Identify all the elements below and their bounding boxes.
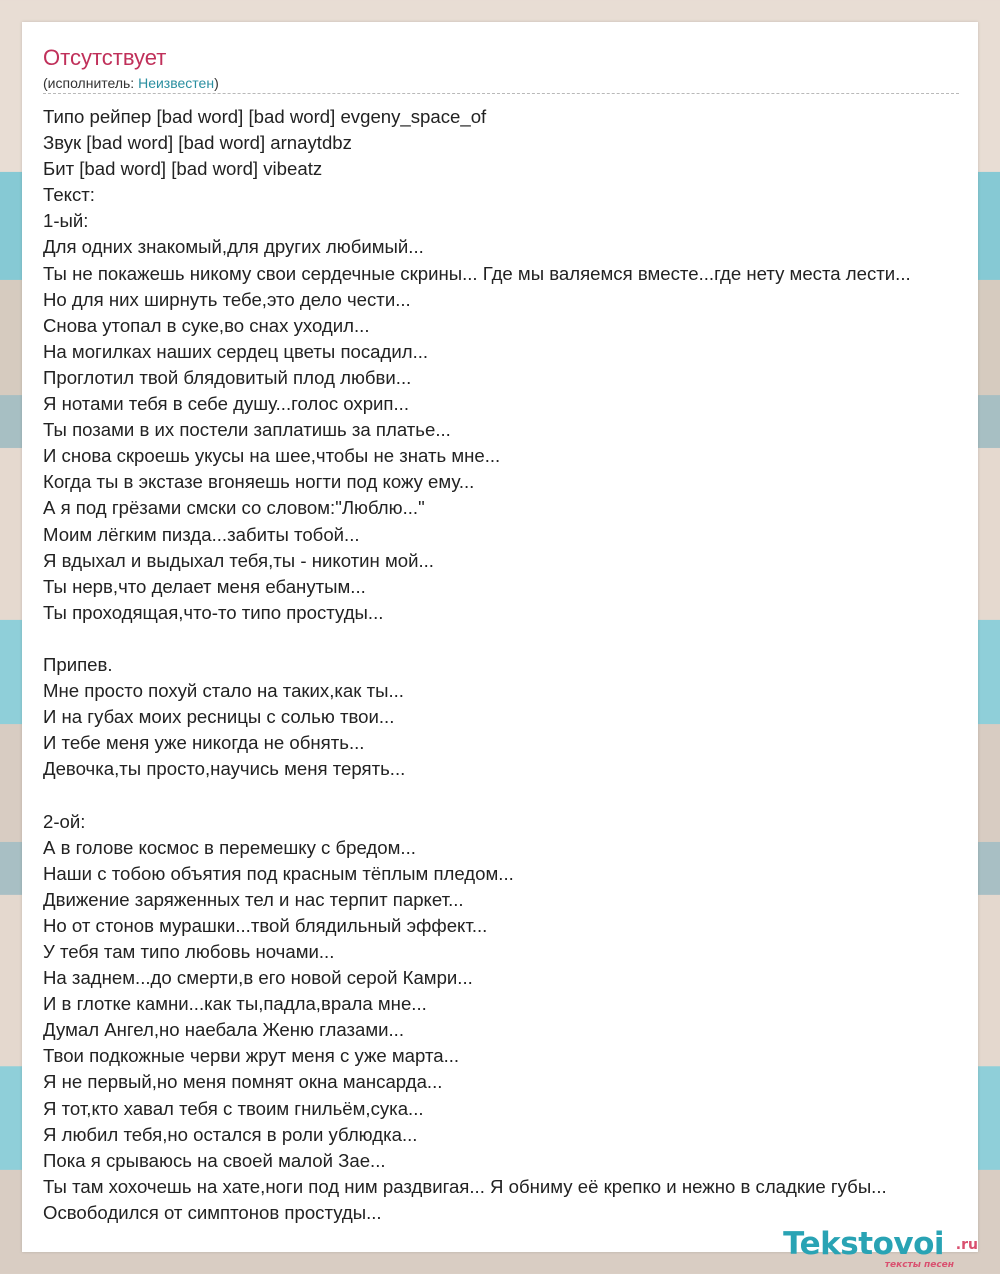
lyric-line: Я вдыхал и выдыхал тебя,ты - никотин мой... — [43, 549, 434, 571]
lyric-line: Бит [bad word] [bad word] vibeatz — [43, 158, 323, 180]
lyric-line: На заднем...до смерти,в его новой серой Камри... — [43, 967, 473, 989]
lyric-line: Припев. — [43, 653, 113, 675]
lyric-line: На могилках наших сердец цветы посадил... — [43, 340, 429, 362]
artist-link[interactable]: Неизвестен — [138, 75, 215, 91]
lyric-line: Наши с тобою объятия под красным тёплым пледом... — [43, 862, 514, 884]
lyric-line: Девочка,ты просто,научись меня терять... — [43, 758, 406, 780]
logo-name: Tekstovoi — [783, 1226, 944, 1262]
lyrics-text — [43, 104, 1000, 1226]
lyric-line: А я под грёзами смски со словом:"Люблю..." — [43, 497, 425, 519]
blank-line — [43, 782, 1000, 808]
lyric-line: Я не первый,но меня помнят окна мансарда... — [43, 1071, 443, 1093]
lyric-line: Я нотами тебя в себе душу...голос охрип... — [43, 393, 409, 415]
lyric-line: Проглотил твой блядовитый плод любви... — [43, 366, 412, 388]
divider — [43, 93, 959, 94]
lyric-line: Движение заряженных тел и нас терпит паркет... — [43, 888, 464, 910]
lyric-line: 2-ой: — [43, 810, 86, 832]
blank-line — [43, 626, 1000, 652]
lyric-line: Пока я срываюсь на своей малой Зае... — [43, 1149, 386, 1171]
lyric-line: Ты нерв,что делает меня ебанутым... — [43, 575, 366, 597]
song-title: Отсутствует — [43, 45, 167, 70]
lyric-line: И в глотке камни...как ты,падла,врала мне... — [43, 993, 427, 1015]
lyric-line: Снова утопал в суке,во снах уходил... — [43, 314, 370, 336]
lyric-line: Когда ты в экстазе вгоняешь ногти под кожу ему... — [43, 471, 475, 493]
lyric-line: 1-ый: — [43, 210, 89, 232]
lyric-line: Моим лёгким пизда...забиты тобой... — [43, 523, 360, 545]
logo-tld: .ru — [955, 1237, 978, 1253]
lyric-line: Твои подкожные черви жрут меня с уже марта... — [43, 1045, 460, 1067]
lyric-line: Думал Ангел,но наебала Женю глазами... — [43, 1019, 404, 1041]
lyric-line: Типо рейпер [bad word] [bad word] evgeny_space_of — [43, 106, 487, 127]
lyric-line: Для одних знакомый,для других любимый... — [43, 236, 424, 258]
lyric-line: И на губах моих ресницы с солью твои... — [43, 706, 395, 728]
lyric-line: Я любил тебя,но остался в роли ублюдка... — [43, 1123, 418, 1145]
lyric-line: Ты не покажешь никому свои сердечные скрины... Где мы валяемся вместе...где нету места лести... — [43, 262, 911, 284]
artist-suffix: ) — [214, 75, 219, 91]
lyric-line: Ты там хохочешь на хате,ноги под ним раздвигая... Я обниму её крепко и нежно в сладкие губы... — [43, 1175, 887, 1197]
lyric-line: И снова скроешь укусы на шее,чтобы не знать мне... — [43, 445, 501, 467]
lyric-line: Я тот,кто хавал тебя с твоим гнильём,сука... — [43, 1097, 424, 1119]
tekstovoi-logo[interactable] — [780, 1226, 990, 1270]
lyric-line: И тебе меня уже никогда не обнять... — [43, 732, 365, 754]
logo-tagline: тексты песен — [884, 1260, 954, 1270]
lyric-line: Мне просто похуй стало на таких,как ты... — [43, 680, 404, 702]
lyric-line: Текст: — [43, 184, 95, 206]
lyric-line: У тебя там типо любовь ночами... — [43, 941, 335, 962]
lyric-line: Звук [bad word] [bad word] arnaytdbz — [43, 132, 352, 154]
lyric-line: Ты проходящая,что-то типо простуды... — [43, 601, 384, 623]
lyrics-card — [22, 22, 978, 1252]
artist-line — [43, 74, 219, 92]
lyric-line: А в голове космос в перемешку с бредом... — [43, 836, 416, 858]
lyric-line: Ты позами в их постели заплатишь за платье... — [43, 419, 451, 441]
lyric-line: Но для них ширнуть тебе,это дело чести... — [43, 288, 411, 310]
lyric-line: Но от стонов мурашки...твой блядильный эффект... — [43, 914, 488, 936]
lyric-line: Освободился от симптонов простуды... — [43, 1201, 382, 1223]
artist-prefix: (исполнитель: — [43, 75, 139, 91]
